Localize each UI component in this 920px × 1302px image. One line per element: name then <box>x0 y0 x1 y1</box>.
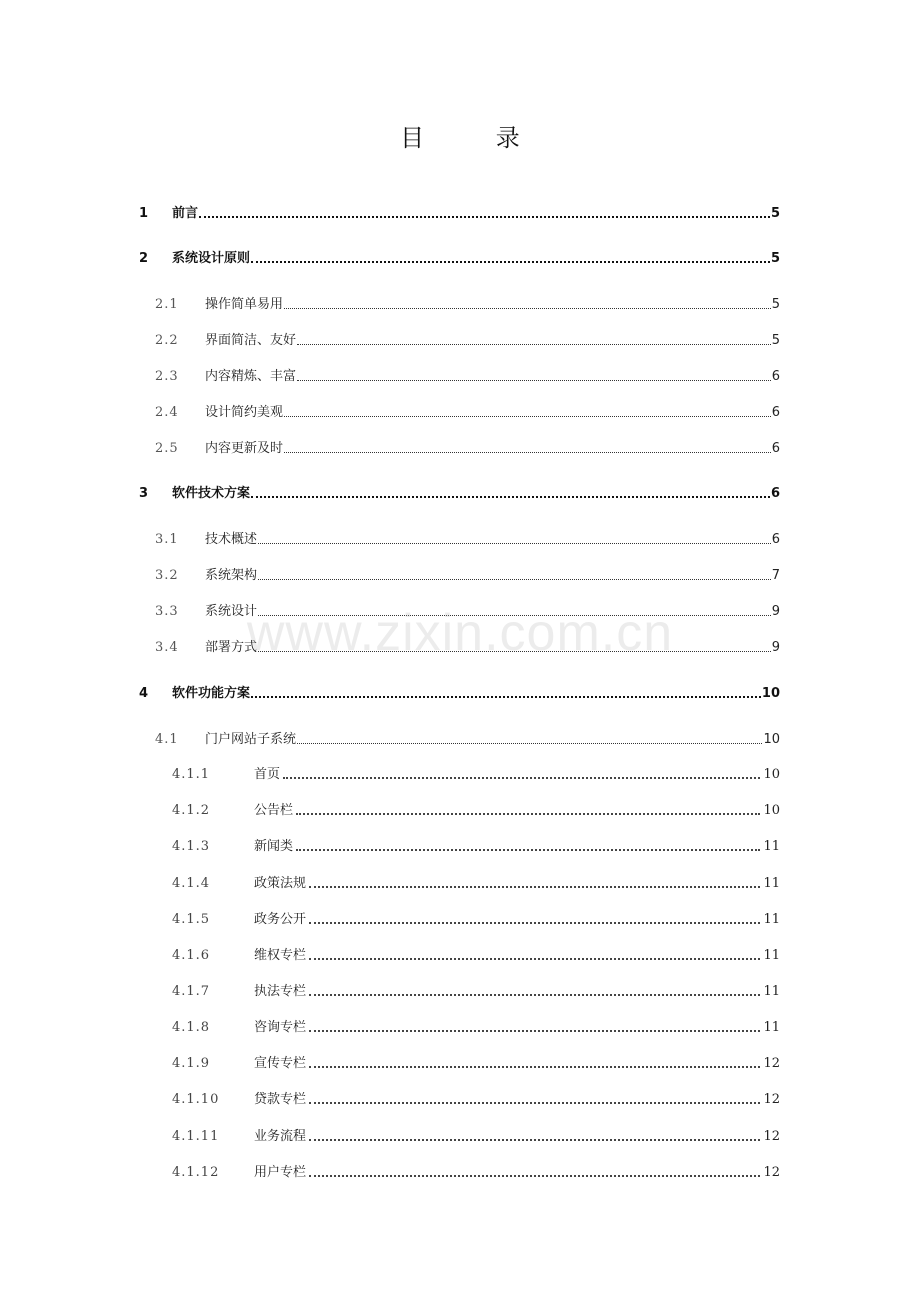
toc-dot-leader <box>309 1175 760 1177</box>
toc-entry-number: 4.1.7 <box>172 984 211 999</box>
toc-dot-leader <box>251 261 770 263</box>
toc-entry[interactable] <box>155 564 780 584</box>
toc-entry-page: 11 <box>763 1020 780 1035</box>
watermark: www.zixin.com.cn <box>246 604 674 662</box>
toc-entry-title: 门户网站子系统 <box>205 732 297 747</box>
page-title: 目 录 <box>400 124 552 152</box>
toc-entry[interactable] <box>155 437 780 457</box>
toc-entry-number: 4.1.11 <box>172 1129 220 1144</box>
toc-entry[interactable] <box>172 763 780 783</box>
toc-entry-page: 7 <box>771 568 780 583</box>
toc-entry-title: 内容精炼、丰富 <box>205 369 297 384</box>
toc-entry-page: 6 <box>771 532 780 547</box>
toc-entry[interactable] <box>172 1161 780 1181</box>
toc-entry-title: 软件功能方案 <box>172 686 251 701</box>
toc-entry-title: 政务公开 <box>254 912 307 927</box>
toc-entry-number: 4.1.10 <box>172 1092 220 1107</box>
toc-entry-number: 4.1.3 <box>172 839 211 854</box>
toc-entry-number: 4 <box>139 686 149 701</box>
toc-entry-title: 维权专栏 <box>254 948 307 963</box>
toc-dot-leader <box>283 777 760 779</box>
toc-dot-leader <box>258 615 771 616</box>
toc-entry-page: 5 <box>771 333 780 348</box>
toc-entry-number: 3.3 <box>155 604 179 619</box>
toc-entry-title: 系统架构 <box>205 568 258 583</box>
toc-entry-page: 9 <box>771 640 780 655</box>
toc-entry-title: 界面简洁、友好 <box>205 333 297 348</box>
toc-entry-title: 部署方式 <box>205 640 258 655</box>
toc-entry-title: 业务流程 <box>254 1129 307 1144</box>
toc-dot-leader <box>284 416 771 417</box>
toc-entry-title: 内容更新及时 <box>205 441 284 456</box>
toc-entry-page: 10 <box>763 767 780 782</box>
toc-entry-number: 3.2 <box>155 568 179 583</box>
toc-entry-number: 4.1.6 <box>172 948 211 963</box>
toc-entry[interactable] <box>172 1088 780 1108</box>
toc-entry-page: 12 <box>763 1092 780 1107</box>
toc-dot-leader <box>251 496 770 498</box>
toc-entry-number: 4.1.1 <box>172 767 211 782</box>
toc-entry[interactable] <box>155 401 780 421</box>
toc-entry-number: 4.1.5 <box>172 912 211 927</box>
toc-entry-number: 1 <box>139 206 149 221</box>
toc-dot-leader <box>309 1139 760 1141</box>
toc-entry[interactable] <box>172 1016 780 1036</box>
toc-entry-page: 6 <box>771 441 780 456</box>
toc-entry-page: 11 <box>763 876 780 891</box>
toc-entry-number: 2.5 <box>155 441 179 456</box>
toc-entry-number: 4.1.8 <box>172 1020 211 1035</box>
toc-entry-page: 6 <box>771 369 780 384</box>
toc-entry-page: 6 <box>770 486 780 501</box>
toc-entry-page: 12 <box>763 1056 780 1071</box>
toc-entry-title: 系统设计原则 <box>172 251 251 266</box>
toc-entry-page: 11 <box>763 912 780 927</box>
toc-entry-title: 执法专栏 <box>254 984 307 999</box>
toc-entry[interactable] <box>139 482 780 502</box>
toc-entry-page: 5 <box>771 297 780 312</box>
toc-entry-page: 10 <box>763 803 780 818</box>
toc-entry-number: 4.1.12 <box>172 1165 220 1180</box>
toc-entry[interactable] <box>155 528 780 548</box>
toc-entry-page: 12 <box>763 1165 780 1180</box>
toc-entry-number: 4.1.2 <box>172 803 211 818</box>
toc-dot-leader <box>309 1066 760 1068</box>
toc-entry-number: 3 <box>139 486 149 501</box>
toc-entry[interactable] <box>172 872 780 892</box>
toc-entry-title: 公告栏 <box>254 803 294 818</box>
toc-dot-leader <box>284 308 771 309</box>
toc-entry[interactable] <box>172 1052 780 1072</box>
toc-dot-leader <box>258 651 771 652</box>
toc-dot-leader <box>309 886 760 888</box>
toc-entry-title: 宣传专栏 <box>254 1056 307 1071</box>
toc-entry-title: 软件技术方案 <box>172 486 251 501</box>
toc-entry-page: 9 <box>771 604 780 619</box>
toc-dot-leader <box>199 216 770 218</box>
toc-entry-title: 操作简单易用 <box>205 297 284 312</box>
toc-dot-leader <box>297 743 762 744</box>
toc-entry-page: 11 <box>763 984 780 999</box>
toc-entry-number: 2.3 <box>155 369 179 384</box>
toc-dot-leader <box>284 452 771 453</box>
toc-entry-page: 5 <box>770 251 780 266</box>
toc-dot-leader <box>251 696 761 698</box>
toc-entry-number: 2.1 <box>155 297 179 312</box>
toc-dot-leader <box>309 994 760 996</box>
toc-entry[interactable] <box>155 636 780 656</box>
toc-entry[interactable] <box>155 293 780 313</box>
toc-dot-leader <box>297 380 771 381</box>
toc-entry[interactable] <box>139 682 780 702</box>
toc-entry-title: 技术概述 <box>205 532 258 547</box>
toc-entry-number: 3.4 <box>155 640 179 655</box>
toc-entry[interactable] <box>172 944 780 964</box>
toc-entry[interactable] <box>139 247 780 267</box>
toc-entry-number: 4.1.4 <box>172 876 211 891</box>
toc-entry-page: 6 <box>771 405 780 420</box>
toc-entry[interactable] <box>155 728 780 748</box>
toc-entry-number: 4.1 <box>155 732 179 747</box>
toc-entry-title: 新闻类 <box>254 839 294 854</box>
toc-entry-page: 11 <box>763 839 780 854</box>
toc-entry[interactable] <box>172 908 780 928</box>
toc-entry[interactable] <box>139 202 780 222</box>
toc-entry[interactable] <box>172 1125 780 1145</box>
toc-entry[interactable] <box>155 600 780 620</box>
toc-entry-title: 首页 <box>254 767 281 782</box>
toc-dot-leader <box>309 922 760 924</box>
toc-entry[interactable] <box>155 329 780 349</box>
toc-entry-number: 3.1 <box>155 532 179 547</box>
toc-entry-number: 2.2 <box>155 333 179 348</box>
toc-entry[interactable] <box>172 980 780 1000</box>
toc-entry-number: 2 <box>139 251 149 266</box>
toc-dot-leader <box>297 344 771 345</box>
toc-entry-title: 政策法规 <box>254 876 307 891</box>
toc-entry-number: 4.1.9 <box>172 1056 211 1071</box>
toc-entry-page: 10 <box>763 732 780 747</box>
toc-dot-leader <box>309 1102 760 1104</box>
toc-dot-leader <box>296 849 760 851</box>
toc-entry[interactable] <box>172 799 780 819</box>
toc-entry[interactable] <box>172 835 780 855</box>
toc-entry[interactable] <box>155 365 780 385</box>
toc-entry-page: 12 <box>763 1129 780 1144</box>
toc-entry-title: 前言 <box>172 206 199 221</box>
toc-dot-leader <box>309 958 760 960</box>
toc-entry-page: 10 <box>761 686 780 701</box>
toc-dot-leader <box>258 579 771 580</box>
toc-dot-leader <box>296 813 760 815</box>
toc-entry-page: 11 <box>763 948 780 963</box>
toc-entry-title: 设计简约美观 <box>205 405 284 420</box>
toc-entry-title: 用户专栏 <box>254 1165 307 1180</box>
toc-entry-title: 咨询专栏 <box>254 1020 307 1035</box>
toc-entry-title: 系统设计 <box>205 604 258 619</box>
toc-entry-page: 5 <box>770 206 780 221</box>
toc-dot-leader <box>258 543 771 544</box>
toc-entry-number: 2.4 <box>155 405 179 420</box>
toc-dot-leader <box>309 1030 760 1032</box>
toc-entry-title: 贷款专栏 <box>254 1092 307 1107</box>
